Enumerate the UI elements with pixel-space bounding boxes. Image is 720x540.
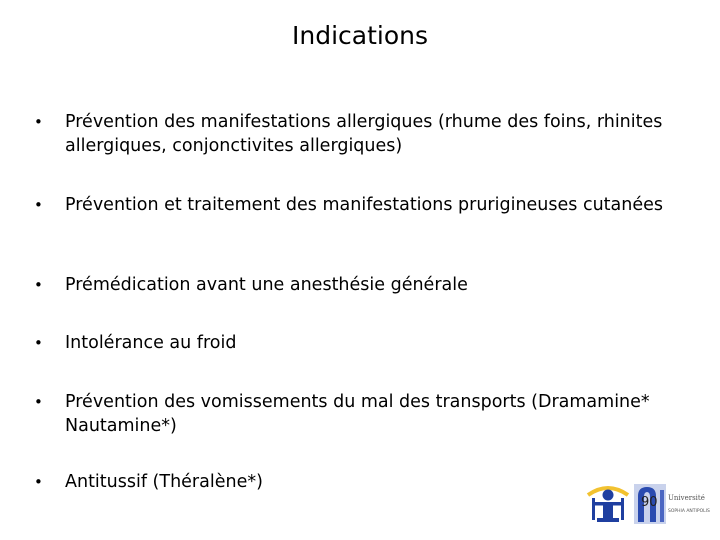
logo-small-text: Université (668, 494, 705, 502)
bullet-icon: • (34, 393, 43, 411)
bullet-icon: • (34, 473, 43, 491)
list-item-text: Prémédication avant une anesthésie générale (65, 275, 468, 295)
emblem-icon (588, 488, 628, 522)
bullet-icon: • (34, 196, 43, 214)
bullet-icon: • (34, 276, 43, 294)
list-item (34, 273, 694, 297)
list-item-text: Antitussif (Théralène*) (65, 472, 263, 492)
list-item-text: Prévention des vomissements du mal des transports (Dramamine* Nautamine*) (65, 392, 650, 436)
list-item (34, 110, 694, 158)
bullet-icon: • (34, 113, 43, 131)
list-item (34, 331, 694, 355)
list-item-text: Prévention des manifestations allergiques (rhume des foins, rhinites allergiques, conjonctivites allergiques) (65, 112, 663, 156)
slide-title: Indications (291, 21, 428, 50)
list-item (34, 390, 694, 438)
logo-small-text-2: SOPHIA ANTIPOLIS (668, 509, 710, 514)
list-item-text: Intolérance au froid (65, 333, 237, 353)
list-item-text: Prévention et traitement des manifestations prurigineuses cutanées (65, 195, 663, 215)
page-number: 90 (641, 495, 658, 510)
bullet-icon: • (34, 334, 43, 352)
list-item (34, 193, 694, 217)
